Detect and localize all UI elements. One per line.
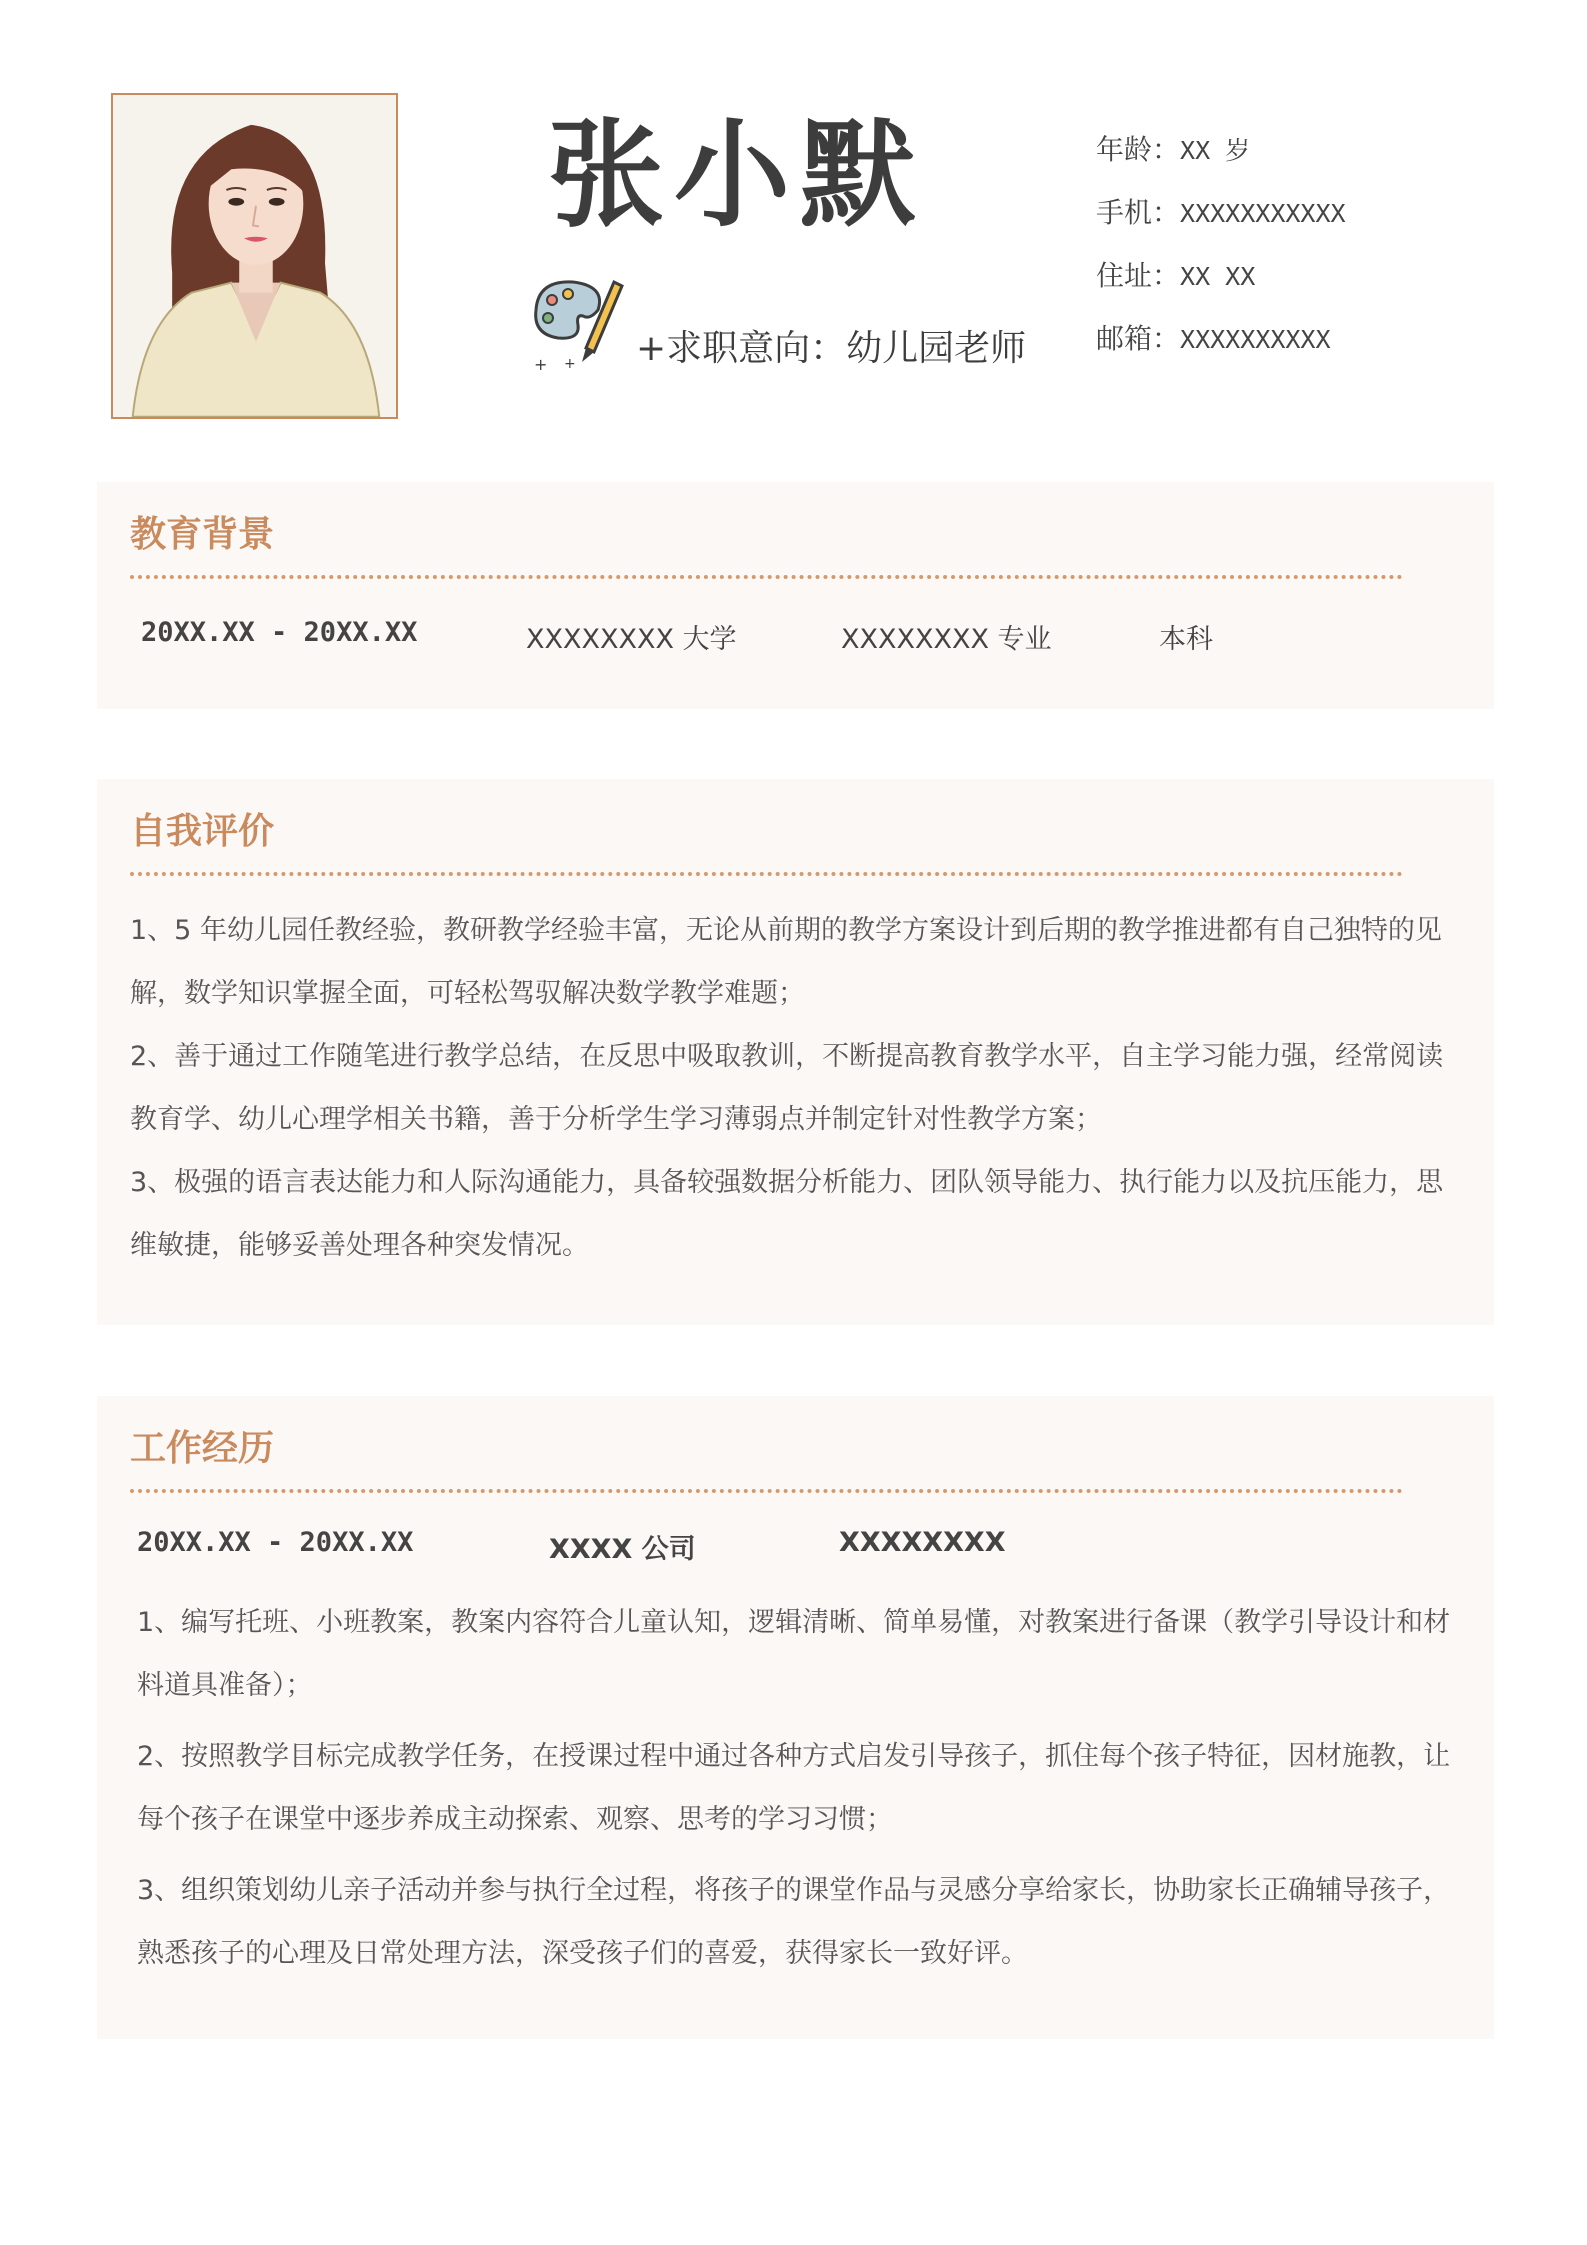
list-item: 1、编写托班、小班教案，教案内容符合儿童认知，逻辑清晰、简单易懂，对教案进行备课（教学引导设计和材料道具准备）； — [137, 1607, 1451, 1701]
contact-value: XXXXXXXXXXX — [1180, 199, 1346, 228]
contact-address — [1096, 256, 1346, 319]
contact-phone — [1096, 193, 1346, 256]
job-intent: +求职意向：幼儿园老师 — [636, 328, 1027, 369]
list-item: 2、按照教学目标完成教学任务，在授课过程中通过各种方式启发引导孩子，抓住每个孩子特征，因材施教，让每个孩子在课堂中逐步养成主动探索、观察、思考的学习习惯； — [137, 1741, 1451, 1835]
education-section — [97, 482, 1494, 709]
svg-text:+: + — [534, 355, 548, 374]
education-period: 20XX.XX - 20XX.XX — [141, 617, 418, 648]
list-item: 3、极强的语言表达能力和人际沟通能力，具备较强数据分析能力、团队领导能力、执行能力以及抗压能力，思维敏捷，能够妥善处理各种突发情况。 — [130, 1167, 1444, 1261]
contact-label: 邮箱： — [1096, 322, 1181, 355]
profile-photo — [111, 93, 398, 419]
section-title: 教育背景 — [130, 514, 275, 555]
list-item: 3、组织策划幼儿亲子活动并参与执行全过程，将孩子的课堂作品与灵感分享给家长，协助家长正确辅导孩子，熟悉孩子的心理及日常处理方法，深受孩子们的喜爱，获得家长一致好评。 — [137, 1875, 1451, 1969]
svg-text:+: + — [564, 356, 576, 372]
work-duties-list — [137, 1591, 1472, 1993]
work-position: XXXXXXXX — [839, 1527, 1006, 1558]
divider — [130, 1489, 1403, 1493]
candidate-name: 张小默 — [548, 108, 926, 243]
list-item: 2、善于通过工作随笔进行教学总结，在反思中吸取教训，不断提高教育教学水平，自主学习能力强，经常阅读教育学、幼儿心理学相关书籍，善于分析学生学习薄弱点并制定针对性教学方案； — [130, 1041, 1444, 1135]
contact-value: XX XX — [1180, 262, 1256, 291]
palette-icon — [528, 270, 626, 376]
education-degree: 本科 — [1159, 624, 1213, 655]
education-major: XXXXXXXX 专业 — [841, 624, 1052, 655]
section-title: 工作经历 — [130, 1428, 275, 1469]
contact-label: 手机： — [1096, 196, 1181, 229]
education-school: XXXXXXXX 大学 — [526, 624, 737, 655]
work-company: XXXX 公司 — [549, 1534, 696, 1565]
self-evaluation-section — [97, 779, 1494, 1325]
contact-value: XXXXXXXXXX — [1180, 325, 1331, 354]
divider — [130, 575, 1403, 579]
self-evaluation-list — [130, 899, 1470, 1277]
contact-info — [1096, 130, 1346, 382]
divider — [130, 872, 1403, 876]
work-experience-section — [97, 1396, 1494, 2039]
section-title: 自我评价 — [130, 811, 275, 852]
contact-value: XX 岁 — [1180, 136, 1251, 165]
list-item: 1、5 年幼儿园任教经验，教研教学经验丰富，无论从前期的教学方案设计到后期的教学推进都有自己独特的见解，数学知识掌握全面，可轻松驾驭解决数学教学难题； — [130, 915, 1442, 1009]
work-period: 20XX.XX - 20XX.XX — [137, 1527, 414, 1558]
contact-label: 住址： — [1096, 259, 1181, 292]
contact-label: 年龄： — [1096, 133, 1181, 166]
contact-email — [1096, 319, 1346, 382]
contact-age — [1096, 130, 1346, 193]
